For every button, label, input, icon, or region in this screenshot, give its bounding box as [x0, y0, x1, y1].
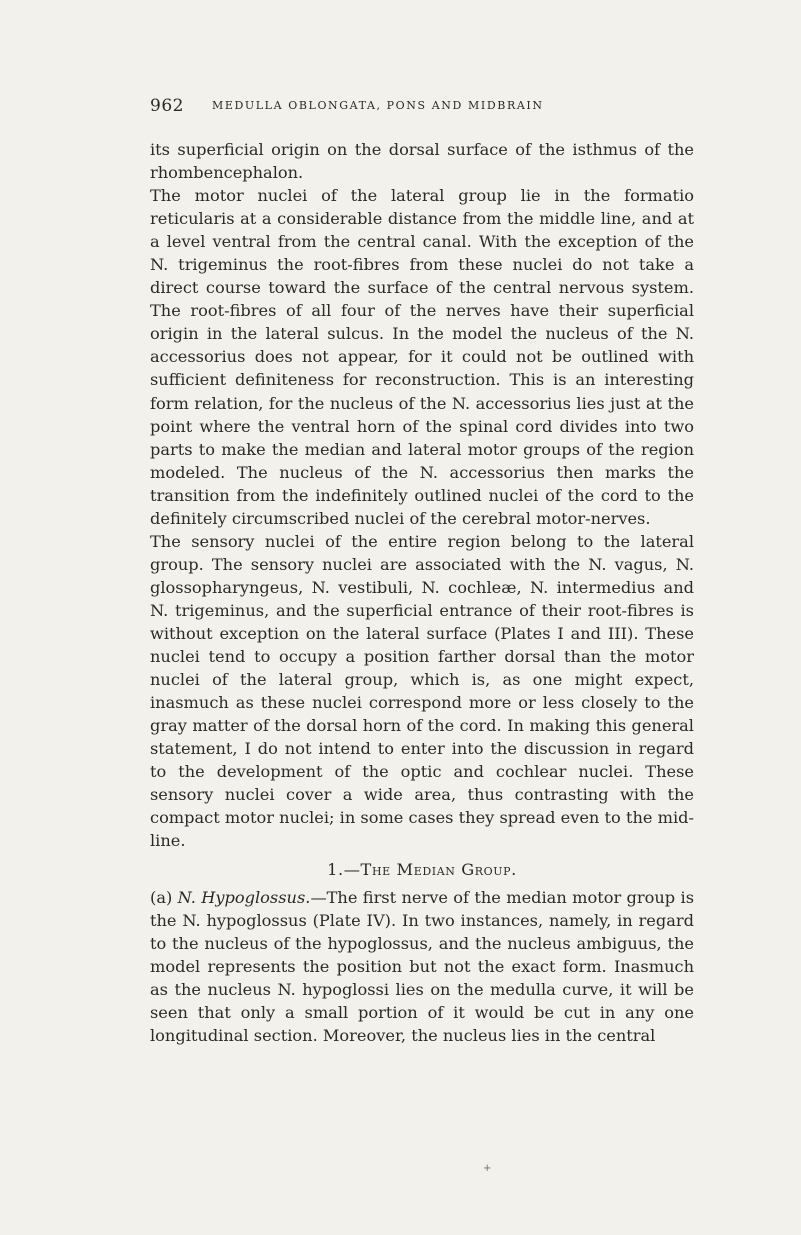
paragraph-continuation: its superficial origin on the dorsal surface of the isthmus of the rhombencephalon.	[150, 140, 694, 183]
page-number: 962	[150, 96, 184, 116]
paragraph-motor-nuclei: The motor nuclei of the lateral group lie in the formatio reticularis at a considerable distance from the middle line, and at a level ventral from the central canal. With the exception of the N. trigeminus the root-fibres from these nuclei do not take a direct course toward the surface of the central nervous system. The root-fibres of all four of the nerves have their superficial origin in the lateral sulcus. In the model the nucleus of the N. accessorius does not appear, for it could not be outlined with sufficient definiteness for reconstruction. This is an interesting form relation, for the nucleus of the N. accessorius lies just at the point where the ventral horn of the spinal cord divides into two parts to make the median and lateral motor groups of the region modeled. The nucleus of the N. accessorius then marks the transition from the indefinitely outlined nuclei of the cord to the definitely circumscribed nuclei of the cerebral motor-nerves.	[150, 186, 694, 528]
footer-mark: +	[483, 1163, 492, 1174]
subsection-letter: (a)	[150, 887, 173, 907]
running-title: MEDULLA OBLONGATA, PONS AND MIDBRAIN	[212, 99, 544, 112]
body-text	[150, 138, 694, 1047]
paragraph-sensory-nuclei: The sensory nuclei of the entire region belong to the lateral group. The sensory nuclei are associated with the N. vagus, N. glossopharyngeus, N. vestibuli, N. cochleæ, N. intermedius and N. trigeminus, and the superficial entrance of their root-fibres is without exception on the lateral surface (Plates I and III). These nuclei tend to occupy a position farther dorsal than the motor nuclei of the lateral group, which is, as one might expect, inasmuch as these nuclei correspond more or less closely to the gray matter of the dorsal horn of the cord. In making this general statement, I do not intend to enter into the discussion in regard to the development of the optic and cochlear nuclei. These sensory nuclei cover a wide area, thus contrasting with the compact motor nuclei; in some cases they spread even to the mid-line.	[150, 531, 694, 851]
section-heading: 1.—The Median Group.	[327, 860, 517, 880]
subsection-name: N. Hypoglossus.	[177, 887, 311, 907]
paragraph-hypoglossus-text: —The first nerve of the median motor group is the N. hypoglossus (Plate IV). In two instances, namely, in regard to the nucleus of the hypoglossus, and the nucleus ambiguus, the model represents the position but not the exact form. Inasmuch as the nucleus N. hypoglossi lies on the medulla curve, it will be seen that only a small portion of it would be cut in any one longitudinal section. Moreover, the nucleus lies in the central	[150, 887, 695, 1045]
running-head	[150, 96, 690, 120]
paragraph-hypoglossus	[150, 886, 694, 1047]
